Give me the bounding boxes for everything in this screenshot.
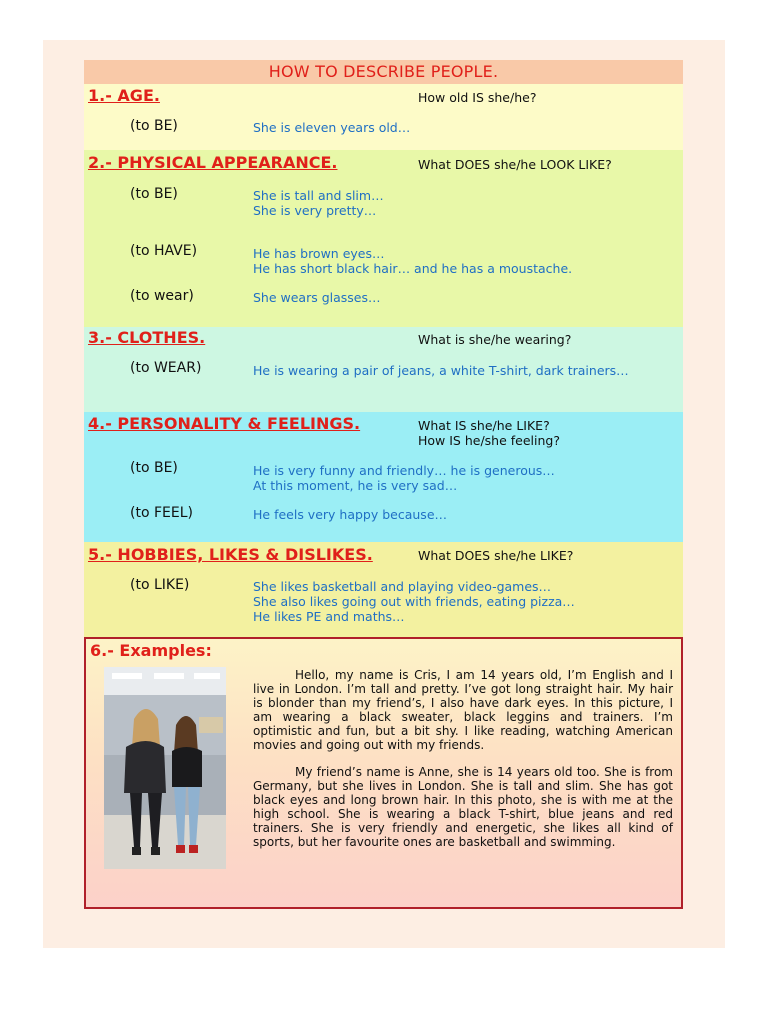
verb-label: (to BE)	[130, 460, 178, 476]
example-sentence: He feels very happy because…	[253, 507, 448, 522]
example-paragraph: Hello, my name is Cris, I am 14 years old, I’m English and I live in London. I’m tall and pretty. I’ve got long straight hair. My hair is blonder than my friend’s, I also have dark eyes. In this picture, I am wearing a black sweater, black leggins and trainers. I’m optimistic and fun, but a bit shy. I like reading, watching American movies and going out with my friends.	[253, 668, 673, 752]
section-question-physical-appearance: What DOES she/he LOOK LIKE?	[418, 157, 612, 172]
section-question-hobbies: What DOES she/he LIKE?	[418, 548, 574, 563]
section-heading-personality-feelings: 4.- PERSONALITY & FEELINGS.	[88, 414, 361, 433]
example-sentence: She is eleven years old…	[253, 120, 411, 135]
verb-label: (to BE)	[130, 118, 178, 134]
example-sentence: She also likes going out with friends, eating pizza…	[253, 594, 575, 609]
section-question-feelings: How IS he/she feeling?	[418, 433, 560, 448]
example-photo	[104, 667, 226, 869]
section-heading-examples: 6.- Examples:	[90, 641, 212, 660]
example-sentence: She is very pretty…	[253, 203, 377, 218]
section-heading-physical-appearance: 2.- PHYSICAL APPEARANCE.	[88, 153, 338, 172]
section-heading-age: 1.- AGE.	[88, 86, 160, 105]
section-question-clothes: What is she/he wearing?	[418, 332, 572, 347]
example-paragraph: My friend’s name is Anne, she is 14 years old too. She is from Germany, but she lives in London. She is tall and slim. She has got black eyes and long brown hair. In this photo, she is with me at the high school. She is wearing a black T-shirt, blue jeans and red trainers. She is very friendly and energetic, she likes all kind of sports, but her favourite ones are basketball and swimming.	[253, 765, 673, 849]
example-sentence: He is wearing a pair of jeans, a white T-shirt, dark trainers…	[253, 363, 629, 378]
section-question-personality: What IS she/he LIKE?	[418, 418, 550, 433]
section-age	[84, 84, 683, 150]
example-sentence: At this moment, he is very sad…	[253, 478, 458, 493]
page-title: HOW TO DESCRIBE PEOPLE.	[84, 60, 683, 84]
verb-label: (to WEAR)	[130, 360, 202, 376]
example-sentence: He is very funny and friendly… he is generous…	[253, 463, 555, 478]
example-sentence: She wears glasses…	[253, 290, 381, 305]
example-sentence: He likes PE and maths…	[253, 609, 405, 624]
verb-label: (to BE)	[130, 186, 178, 202]
verb-label: (to LIKE)	[130, 577, 190, 593]
example-sentence: She likes basketball and playing video-games…	[253, 579, 552, 594]
verb-label: (to HAVE)	[130, 243, 198, 259]
verb-label: (to wear)	[130, 288, 194, 304]
example-sentence: He has brown eyes…	[253, 246, 385, 261]
section-heading-hobbies: 5.- HOBBIES, LIKES & DISLIKES.	[88, 545, 373, 564]
example-sentence: She is tall and slim…	[253, 188, 384, 203]
section-heading-clothes: 3.- CLOTHES.	[88, 328, 206, 347]
section-question-age: How old IS she/he?	[418, 90, 537, 105]
verb-label: (to FEEL)	[130, 505, 193, 521]
example-sentence: He has short black hair… and he has a moustache.	[253, 261, 573, 276]
